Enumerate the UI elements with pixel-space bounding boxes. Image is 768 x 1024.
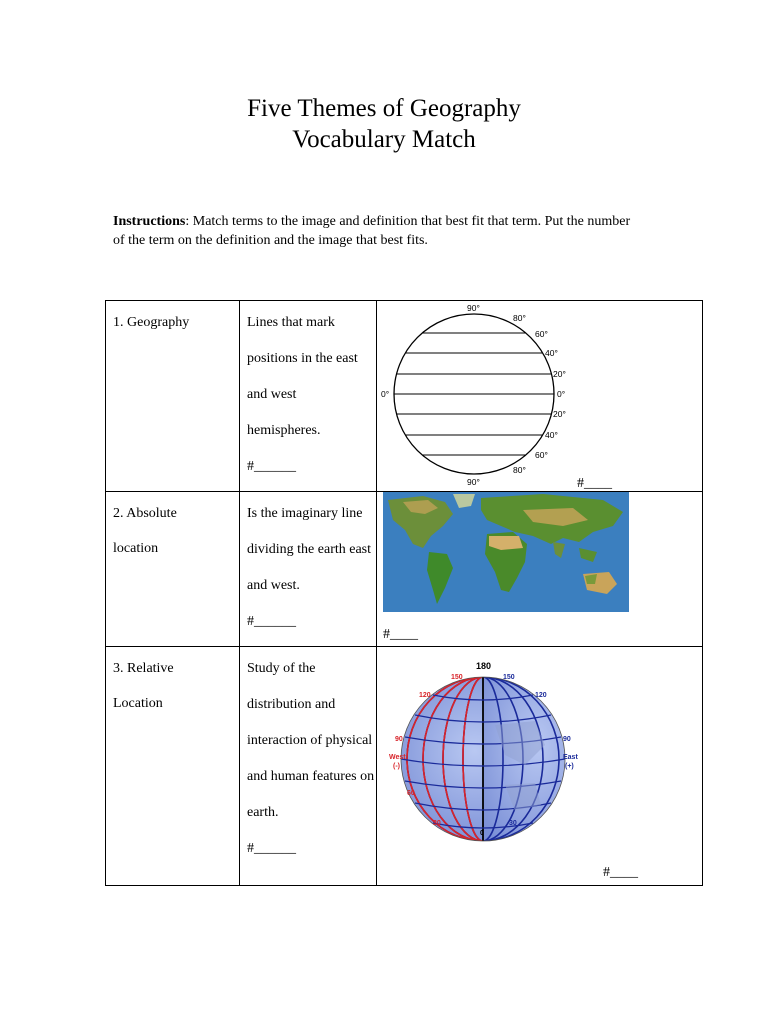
globe-label: (-)	[393, 763, 400, 770]
globe-label: 0	[480, 830, 484, 837]
image-blank[interactable]: #____	[383, 627, 418, 642]
globe-label: 30	[433, 820, 441, 827]
lat-label: 40°	[545, 348, 558, 358]
definition-blank[interactable]: #______	[247, 614, 296, 629]
image-blank[interactable]: #____	[603, 865, 638, 880]
instructions	[113, 212, 633, 250]
term-cell	[106, 647, 240, 886]
page-subtitle: Vocabulary Match	[292, 126, 476, 153]
term-text: 2. Absolute location	[113, 506, 177, 556]
longitude-globe-icon	[385, 655, 585, 851]
term-text: 1. Geography	[113, 315, 190, 330]
globe-label: 90	[395, 736, 403, 743]
definition-text: Study of the distribution and interaction of physical and human features on earth.	[247, 661, 375, 820]
definition-blank[interactable]: #______	[247, 841, 296, 856]
table-row	[106, 647, 703, 886]
definition-cell	[240, 301, 377, 492]
table-row	[106, 301, 703, 492]
latitude-diagram-icon	[383, 301, 583, 491]
globe-label: East	[563, 754, 578, 761]
globe-label: 30	[509, 820, 517, 827]
lat-label: 0°	[381, 389, 390, 399]
lat-label: 80°	[513, 465, 526, 475]
definition-blank[interactable]: #______	[247, 459, 296, 474]
definition-text: Lines that mark positions in the east and west hemispheres.	[247, 315, 358, 438]
instructions-text: : Match terms to the image and definition that best fit that term. Put the number of the term on the definition and the image that best fits.	[113, 214, 631, 248]
term-cell	[106, 301, 240, 492]
definition-cell	[240, 647, 377, 886]
lat-label: 90°	[467, 477, 480, 487]
globe-label: 120	[419, 692, 431, 699]
page-title: Five Themes of Geography	[247, 95, 521, 122]
globe-label: 180	[476, 661, 492, 671]
image-cell	[377, 301, 703, 492]
lat-label: 60°	[535, 329, 548, 339]
lat-label: 60°	[535, 450, 548, 460]
lat-label: 20°	[553, 409, 566, 419]
globe-label: West	[389, 754, 406, 761]
image-blank[interactable]: #____	[577, 476, 612, 491]
image-cell	[377, 492, 703, 647]
globe-label: 120	[535, 692, 547, 699]
lat-label: 0°	[557, 389, 566, 399]
lat-label: 20°	[553, 369, 566, 379]
term-cell	[106, 492, 240, 647]
lat-label: 40°	[545, 430, 558, 440]
globe-label: (+)	[565, 763, 574, 770]
term-text: 3. Relative Location	[113, 661, 174, 711]
globe-label: 60	[407, 790, 415, 797]
globe-label: 150	[451, 674, 463, 681]
image-cell	[377, 647, 703, 886]
lat-label: 90°	[467, 303, 480, 313]
table-row	[106, 492, 703, 647]
lat-label: 80°	[513, 313, 526, 323]
globe-label: 90	[563, 736, 571, 743]
vocabulary-table	[105, 300, 703, 886]
definition-text: Is the imaginary line dividing the earth east and west.	[247, 506, 372, 593]
world-map-icon	[383, 492, 629, 612]
instructions-label: Instructions	[113, 214, 186, 229]
definition-cell	[240, 492, 377, 647]
globe-label: 150	[503, 674, 515, 681]
